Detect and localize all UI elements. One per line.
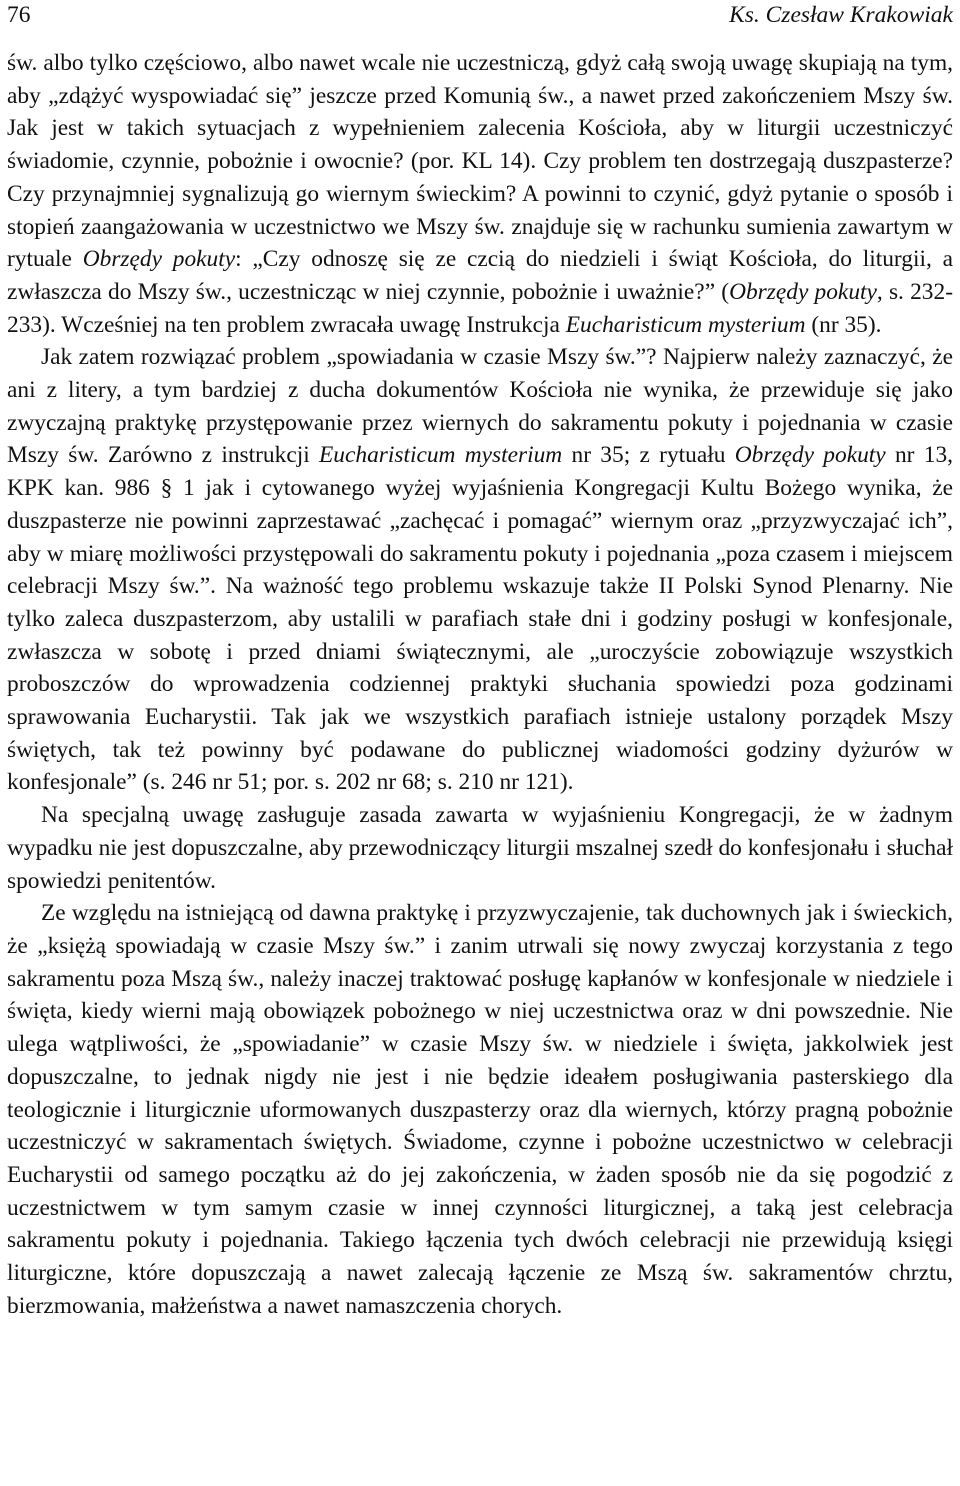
text-run: , s. 232-233). Wcześniej na ten problem zwracała uwagę Instrukcja: [7, 278, 953, 338]
italic-title: Obrzędy pokuty: [734, 442, 886, 469]
text-run: Na specjalną uwagę zasługuje zasada zawarta w wyjaśnieniu Kongregacji, że w żadnym wypadku nie jest dopuszczalne, aby przewodniczący liturgii mszalnej szedł do konfesjonału i słuchał spowiedzi penitentów.: [7, 802, 953, 894]
italic-title: Obrzędy pokuty: [729, 278, 877, 305]
body-text: [7, 47, 953, 1322]
italic-title: Eucharisticum mysterium: [319, 442, 563, 469]
paragraph: [7, 897, 953, 1322]
page-number: 76: [7, 2, 31, 28]
running-head-author: Ks. Czesław Krakowiak: [729, 2, 953, 28]
text-run: św. albo tylko częściowo, albo nawet wcale nie uczestniczą, gdyż całą swoją uwagę skupiają na tym, aby „zdążyć wyspowiadać się” jeszcze przed Komunią św., a nawet przed zakończeniem Mszy św. Jak jest w takich sytuacjach z wypełnieniem zalecenia Kościoła, aby w liturgii uczestniczyć świadomie, czynnie, pobożnie i owocnie? (por. KL 14). Czy problem ten dostrzegają duszpasterze? Czy przynajmniej sygnalizują go wiernym świeckim? A powinni to czynić, gdyż pytanie o sposób i stopień zaangażowania w uczestnictwo we Mszy św. znajduje się w rachunku sumienia zawartym w rytuale: [7, 50, 953, 273]
text-run: nr 35; z rytuału: [562, 442, 735, 469]
text-run: Jak zatem rozwiązać problem „spowiadania w czasie Mszy św.”? Najpierw należy zaznaczyć, że ani z litery, a tym bardziej z ducha dokumentów Kościoła nie wynika, że przewiduje się jako zwyczajną praktykę przystępowanie przez wiernych do sakramentu pokuty i pojednania w czasie Mszy św. Zarówno z instrukcji: [7, 344, 953, 469]
text-run: nr 13, KPK kan. 986 § 1 jak i cytowanego wyżej wyjaśnienia Kongregacji Kultu Bożego wynika, że duszpasterze nie powinni zaprzestawać „zachęcać i pomagać” wiernym oraz „przyzwyczajać ich”, aby w miarę możliwości przystępowali do sakramentu pokuty i pojednania „poza czasem i miejscem celebracji Mszy św.”. Na ważność tego problemu wskazuje także II Polski Synod Plenarny. Nie tylko zaleca duszpasterzom, aby ustalili w parafiach stałe dni i godziny posługi w konfesjonale, zwłaszcza w sobotę i przed dniami świątecznymi, ale „uroczyście zobowiązuje wszystkich proboszczów do wprowadzenia codziennej praktyki słuchania spowiedzi poza godzinami sprawowania Eucharystii. Tak jak we wszystkich parafiach istnieje ustalony porządek Mszy świętych, tak też powinny być podawane do publicznej wiadomości godziny dyżurów w konfesjonale” (s. 246 nr 51; por. s. 202 nr 68; s. 210 nr 121).: [7, 442, 954, 796]
paragraph: [7, 341, 953, 799]
paragraph: [7, 47, 953, 341]
page-header: [7, 0, 953, 30]
text-run: (nr 35).: [805, 311, 882, 338]
italic-title: Obrzędy pokuty: [82, 246, 236, 273]
paragraph: [7, 799, 953, 897]
italic-title: Eucharisticum mysterium: [565, 311, 806, 338]
text-run: Ze względu na istniejącą od dawna praktykę i przyzwyczajenie, tak duchownych jak i świeckich, że „księżą spowiadają w czasie Mszy św.” i zanim utrwali się nowy zwyczaj korzystania z tego sakramentu poza Mszą św., należy inaczej traktować posługę kapłanów w konfesjonale w niedziele i święta, kiedy wierni mają obowiązek pobożnego w niej uczestnictwa oraz w dni powszednie. Nie ulega wątpliwości, że „spowiadanie” w czasie Mszy św. w niedziele i święta, jakkolwiek jest dopuszczalne, to jednak nigdy nie jest i nie będzie ideałem posługiwania pasterskiego dla teologicznie i liturgicznie uformowanych duszpasterzy oraz dla wiernych, którzy pragną pobożnie uczestniczyć w sakramentach świętych. Świadome, czynne i pobożne uczestnictwo w celebracji Eucharystii od samego początku aż do jej zakończenia, w żaden sposób nie da się pogodzić z uczestnictwem w tym samym czasie w innej czynności liturgicznej, a taką jest celebracja sakramentu pokuty i pojednania. Takiego łączenia tych dwóch celebracji nie przewidują księgi liturgiczne, które dopuszczają a nawet zalecają łączenie ze Mszą św. sakramentów chrztu, bierzmowania, małżeństwa a nawet namaszczenia chorych.: [7, 900, 953, 1319]
text-run: : „Czy odnoszę się ze czcią do niedzieli i świąt Kościoła, do liturgii, a zwłaszcza do Mszy św., uczestnicząc w niej czynnie, pobożnie i uważnie?” (: [7, 246, 953, 305]
